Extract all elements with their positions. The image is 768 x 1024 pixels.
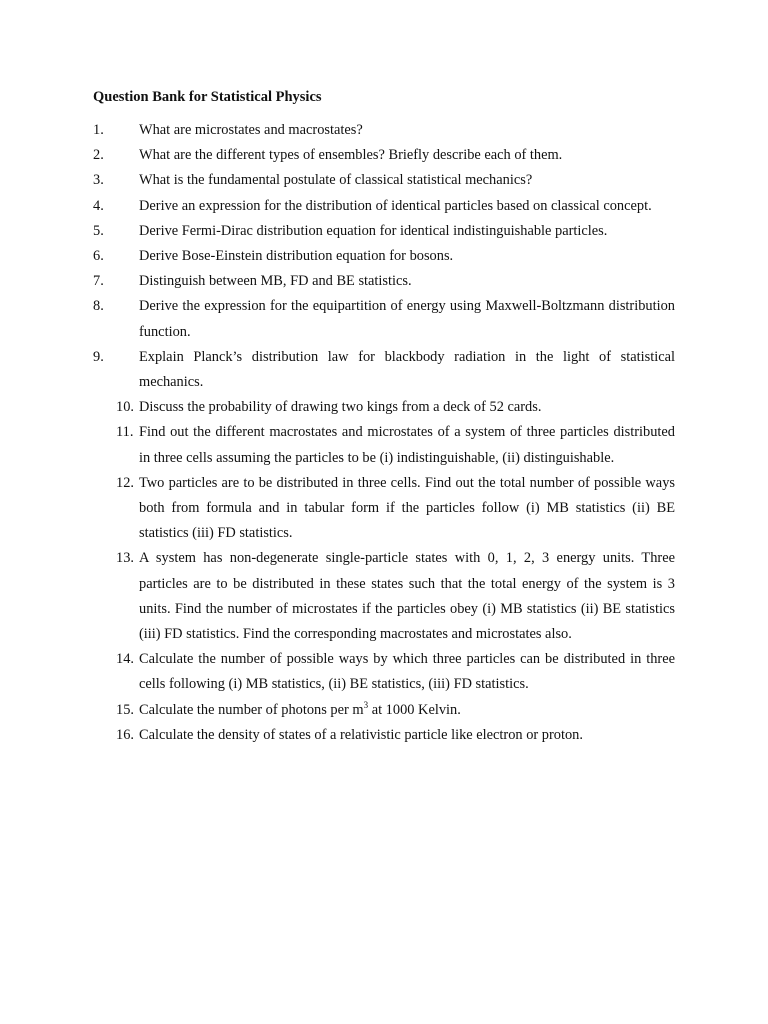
question-number: 5. <box>93 222 104 239</box>
question-item <box>93 647 675 697</box>
question-item <box>93 294 675 344</box>
question-item <box>93 698 675 723</box>
question-number: 1. <box>93 122 104 138</box>
question-number: 11. <box>116 424 134 441</box>
question-text: Calculate the number of possible ways by which three particles can be distributed in three cells following (i) MB statistics, (ii) BE statistics, (iii) FD statistics. <box>139 651 675 693</box>
question-text: Distinguish between MB, FD and BE statistics. <box>139 273 412 290</box>
question-text: Derive Fermi-Dirac distribution equation for identical indistinguishable particles. <box>139 222 608 239</box>
question-number: 12. <box>116 474 134 491</box>
question-item <box>93 420 675 470</box>
question-item <box>93 345 675 395</box>
question-item <box>93 546 675 647</box>
question-number: 9. <box>93 348 104 365</box>
question-text: What is the fundamental postulate of classical statistical mechanics? <box>139 172 533 189</box>
question-text: Two particles are to be distributed in three cells. Find out the total number of possible ways both from formula and in tabular form if the particles follow (i) MB statistics (ii) BE statistics (iii) FD statistics. <box>139 474 675 542</box>
question-text-after: at 1000 Kelvin. <box>368 701 461 718</box>
question-text: Derive the expression for the equipartition of energy using Maxwell-Boltzmann distribution function. <box>139 298 675 340</box>
question-number: 7. <box>93 273 104 290</box>
question-number: 16. <box>116 726 134 743</box>
question-number: 4. <box>93 197 104 214</box>
question-item <box>93 194 675 219</box>
question-text <box>139 698 675 723</box>
question-item <box>93 471 675 547</box>
question-item <box>93 269 675 294</box>
question-number: 2. <box>93 147 104 164</box>
question-number: 8. <box>93 298 104 315</box>
superscript-three: 3 <box>363 699 369 710</box>
question-text: What are microstates and macrostates? <box>139 122 363 138</box>
question-item <box>93 723 675 748</box>
question-text: What are the different types of ensembles? Briefly describe each of them. <box>139 147 563 164</box>
question-text: Calculate the density of states of a relativistic particle like electron or proton. <box>139 726 583 743</box>
question-item <box>93 219 675 244</box>
question-text: Explain Planck’s distribution law for blackbody radiation in the light of statistical mechanics. <box>139 348 675 391</box>
question-number: 15. <box>116 701 134 718</box>
question-number: 3. <box>93 172 104 189</box>
question-text-before: Calculate the number of photons per m <box>139 701 364 718</box>
question-number: 13. <box>116 550 134 567</box>
question-text: Discuss the probability of drawing two kings from a deck of 52 cards. <box>139 399 542 416</box>
question-item <box>93 168 675 193</box>
question-text: Derive an expression for the distribution of identical particles based on classical concept. <box>139 197 652 214</box>
question-number: 10. <box>116 399 134 416</box>
question-number: 6. <box>93 248 104 265</box>
document-title: Question Bank for Statistical Physics <box>93 89 322 105</box>
question-item <box>93 143 675 168</box>
question-text: Derive Bose-Einstein distribution equation for bosons. <box>139 248 454 265</box>
question-item <box>93 118 675 143</box>
question-item <box>93 395 675 420</box>
question-item <box>93 244 675 269</box>
question-text: A system has non-degenerate single-particle states with 0, 1, 2, 3 energy units. Three particles are to be distributed in these states such that the total energy of the system is 3 units. Find the number of microstates if the particles obey (i) MB statistics (ii) BE statistics (iii) FD statistics. Find the corresponding macrostates and microstates also. <box>139 550 675 643</box>
question-text: Find out the different macrostates and microstates of a system of three particles distributed in three cells assuming the particles to be (i) indistinguishable, (ii) distinguishable. <box>139 424 675 466</box>
question-list <box>93 118 675 748</box>
question-number: 14. <box>116 651 134 668</box>
